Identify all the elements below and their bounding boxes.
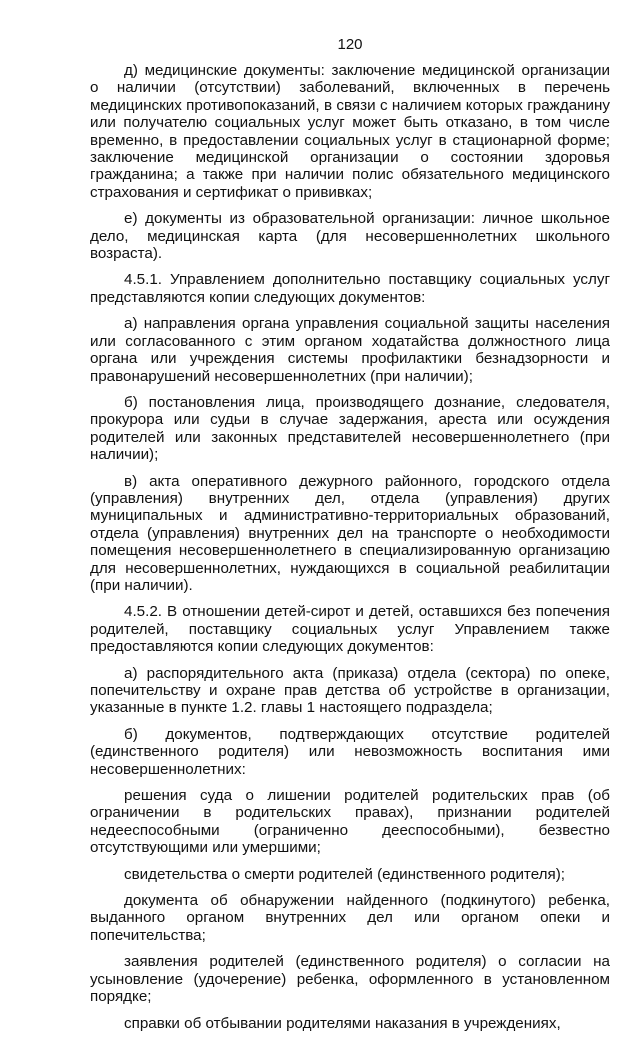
paragraph-4-5-2: 4.5.2. В отношении детей-сирот и детей, оставшихся без попечения родителей, поставщику социальных услуг Управлением также предоставляются копии следующих документов: <box>90 603 610 656</box>
paragraph-a-order: а) распорядительного акта (приказа) отдела (сектора) по опеке, попечительству и охране прав детства об устройстве в организации, указанные в пункте 1.2. главы 1 настоящего подраздела; <box>90 664 610 717</box>
paragraph-v-act: в) акта оперативного дежурного районного, городского отдела (управления) внутренних дел, отдела (управления) других муниципальных и административно-территориальных образований, отдела (управления) внутренних дел на транспорте о необходимости помещения несовершеннолетнего в специализированную организацию для несовершеннолетних, нуждающихся в социальной реабилитации (при наличии). <box>90 472 610 594</box>
paragraph-a-direction: а) направления органа управления социальной защиты населения или согласованного с этим органом ходатайства должностного лица органа или учреждения системы профилактики безнадзорности и правонарушений несовершеннолетних (при наличии); <box>90 315 610 385</box>
document-body <box>90 62 610 1041</box>
page-number: 120 <box>337 36 363 53</box>
paragraph-court-decision: решения суда о лишении родителей родительских прав (об ограничении в родительских правах), признании родителей недееспособными (ограниченно дееспособными), безвестно отсутствующими или умершими; <box>90 787 610 857</box>
paragraph-death-certificate: свидетельства о смерти родителей (единственного родителя); <box>124 865 566 883</box>
paragraph-4-5-1: 4.5.1. Управлением дополнительно поставщику социальных услуг представляются копии следующих документов: <box>90 271 610 306</box>
paragraph-punishment-certificate: справки об отбывании родителями наказания в учреждениях, <box>124 1014 561 1032</box>
paragraph-found-child-document: документа об обнаружении найденного (подкинутого) ребенка, выданного органом внутренних дел или органом опеки и попечительства; <box>90 892 610 944</box>
paragraph-b-documents: б) документов, подтверждающих отсутствие родителей (единственного родителя) или невозможность воспитания ими несовершеннолетних: <box>90 725 610 778</box>
paragraph-b-resolution: б) постановления лица, производящего дознание, следователя, прокурора или судьи в случае задержания, ареста или осуждения родителей или законных представителей несовершеннолетнего (при наличии); <box>90 393 610 464</box>
paragraph-e-school-documents: е) документы из образовательной организации: личное школьное дело, медицинская карта (для несовершеннолетних школьного возраста). <box>90 210 610 263</box>
paragraph-parents-consent: заявления родителей (единственного родителя) о согласии на усыновление (удочерение) ребенка, оформленного в установленном порядке; <box>90 953 610 1006</box>
paragraph-d-medical-documents: д) медицинские документы: заключение медицинской организации о наличии (отсутствии) заболеваний, включенных в перечень медицинских противопоказаний, в связи с наличием которых гражданину или получателю социальных услуг может быть отказано, в том числе временно, в предоставлении социальных услуг в стационарной форме; заключение медицинской организации о состоянии здоровья гражданина; а также при наличии полис обязательного медицинского страхования и сертификат о прививках; <box>90 62 610 201</box>
